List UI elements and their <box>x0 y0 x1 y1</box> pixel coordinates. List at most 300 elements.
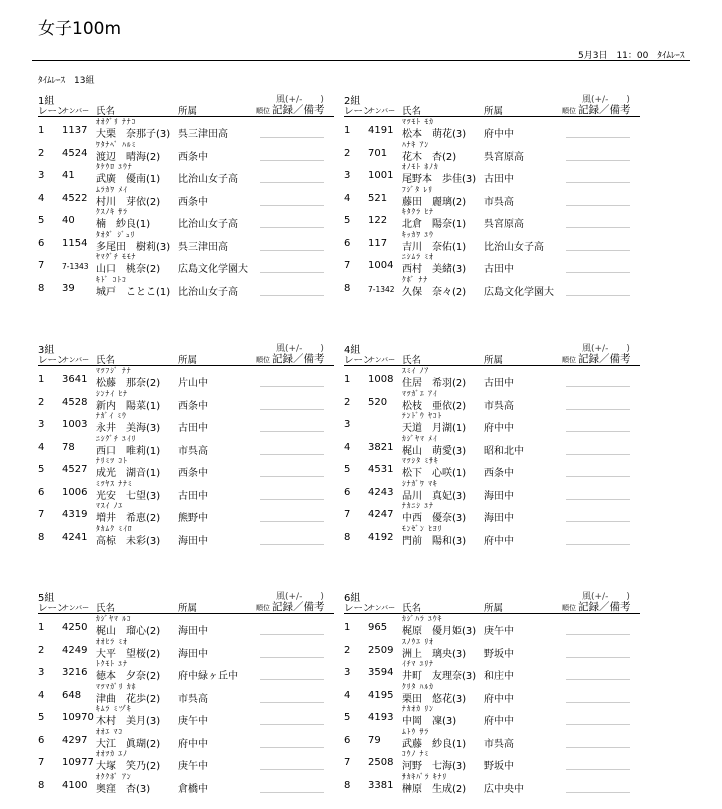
name-kana: ﾓﾝｾﾞﾝ ﾋﾖﾘ <box>402 523 443 533</box>
athlete-name: 多尾田 樹莉(3) <box>96 241 171 253</box>
header-number: ナンバー <box>368 604 396 612</box>
record-field <box>260 521 324 522</box>
lane-number: 6 <box>344 237 351 249</box>
name-kana: ﾏﾂｼﾀ ﾐｻｷ <box>402 456 439 465</box>
team-name: 古田中 <box>484 264 514 275</box>
header-rank: 順位 <box>562 107 576 115</box>
name-kana: ﾆｼﾑﾗ ﾐｵ <box>402 252 434 261</box>
record-field <box>566 657 630 658</box>
heat-name: 5組 <box>38 593 55 604</box>
record-field <box>566 295 630 296</box>
name-kana: ﾆｼｸﾞﾁ ﾕｲﾘ <box>96 433 137 443</box>
team-name: 呉三津田高 <box>178 241 228 253</box>
team-name: 比治山女子高 <box>484 241 544 253</box>
header-record: 記録／備考 <box>578 601 631 613</box>
record-field <box>566 137 630 138</box>
athlete-name: 藤田 麗璃(2) <box>402 196 467 208</box>
entry-row <box>38 614 334 637</box>
team-name: 熊野中 <box>178 513 208 524</box>
lane-number: 8 <box>38 282 45 294</box>
lane-number: 7 <box>344 509 351 520</box>
bib-number: 10970 <box>62 712 94 723</box>
team-name: 府中中 <box>178 738 208 750</box>
name-kana: ｽﾐｲ ﾉｱ <box>402 366 430 375</box>
record-field <box>260 544 324 545</box>
team-name: 西条中 <box>178 151 208 163</box>
team-name: 広島文化学園大 <box>484 286 554 298</box>
name-kana: ｲﾁﾏ ﾕﾘﾅ <box>402 659 434 668</box>
lane-number: 5 <box>344 215 351 226</box>
bib-number: 4319 <box>62 509 88 520</box>
name-kana: ﾏﾂﾌｼﾞ ﾅﾅ <box>96 366 132 375</box>
name-kana: ｸﾘﾀ ﾊﾙｶ <box>402 681 434 691</box>
record-field <box>260 386 324 387</box>
team-name: 府中中 <box>484 693 514 705</box>
bib-number: 4241 <box>62 531 88 543</box>
bib-number: 965 <box>368 622 388 633</box>
athlete-name: 西村 美緒(3) <box>402 264 467 275</box>
record-field <box>566 250 630 251</box>
record-field <box>566 521 630 522</box>
record-field <box>260 182 324 183</box>
team-name: 府中中 <box>484 129 514 140</box>
entry-row <box>38 252 334 275</box>
header-lane: レーン <box>344 355 373 366</box>
bib-number: 4250 <box>62 622 88 633</box>
athlete-name: 村川 芽依(2) <box>96 196 161 208</box>
entry-row <box>38 704 334 727</box>
name-kana: ﾀｶﾑｸ ﾐｲﾛ <box>96 523 133 533</box>
entry-row <box>344 682 640 705</box>
record-field <box>566 454 630 455</box>
lane-number: 4 <box>344 689 351 701</box>
team-name: 市呉高 <box>484 400 514 412</box>
lane-number: 1 <box>38 374 45 385</box>
entry-row <box>344 479 640 502</box>
heat-name: 1組 <box>38 96 55 107</box>
header-record: 記録／備考 <box>272 601 325 613</box>
lane-number: 3 <box>344 170 351 181</box>
wind-label: 風(+/- ) <box>582 592 630 602</box>
record-field <box>566 499 630 500</box>
name-kana: ｸﾎﾞ ﾅﾅ <box>402 274 429 284</box>
lane-number: 2 <box>344 396 351 408</box>
athlete-name: 洲上 璃央(3) <box>402 648 467 660</box>
name-kana: ｼﾅｶﾞﾜ ﾏｷ <box>402 478 438 488</box>
entry-row <box>38 207 334 230</box>
bib-number: 3216 <box>62 667 88 678</box>
name-kana: ｵﾉﾓﾄ ﾎﾉｶ <box>402 162 439 171</box>
name-kana: ｶｼﾞﾊﾗ ﾕｳｷ <box>402 614 443 623</box>
record-field <box>260 476 324 477</box>
heat-name: 2組 <box>344 96 361 107</box>
team-name: 呉宮原高 <box>484 219 524 230</box>
entry-row <box>344 185 640 208</box>
record-field <box>260 227 324 228</box>
bib-number: 4531 <box>368 464 394 475</box>
athlete-name: 松本 萌花(3) <box>402 129 467 140</box>
team-name: 海田中 <box>484 490 514 502</box>
lane-number: 7 <box>38 757 45 768</box>
lane-number: 4 <box>38 192 45 204</box>
name-kana: ｼﾝﾅｲ ﾋﾅ <box>96 388 128 398</box>
athlete-name: 増井 希恵(2) <box>96 513 161 524</box>
bib-number: 1001 <box>368 170 394 181</box>
entry-row <box>344 252 640 275</box>
record-field <box>260 702 324 703</box>
entry-row <box>38 434 334 457</box>
name-kana: ﾏﾂﾏｶﾞﾘ ｶﾎ <box>96 681 137 691</box>
athlete-name: 久保 奈々(2) <box>402 286 467 298</box>
header-number: ナンバー <box>368 107 396 115</box>
header-number: ナンバー <box>62 107 90 115</box>
athlete-name: 井町 友理奈(3) <box>402 671 477 682</box>
lane-number: 2 <box>38 644 45 656</box>
entry-row <box>38 637 334 660</box>
entry-row <box>344 162 640 185</box>
athlete-name: 松藤 那奈(2) <box>96 378 161 389</box>
athlete-name: 門前 陽和(3) <box>402 535 467 547</box>
lane-number: 1 <box>344 622 351 633</box>
team-name: 海田中 <box>178 626 208 637</box>
header-record: 記録／備考 <box>578 104 631 116</box>
bib-number: 4528 <box>62 396 88 408</box>
athlete-name: 吉川 奈佑(1) <box>402 241 467 253</box>
team-name: 西条中 <box>178 468 208 479</box>
entry-row <box>344 275 640 298</box>
name-kana: ｶｼﾞﾔﾏ ﾙｺ <box>96 614 132 623</box>
athlete-name: 住居 希羽(2) <box>402 378 467 389</box>
bib-number: 78 <box>62 441 75 453</box>
bib-number: 4192 <box>368 531 394 543</box>
lane-number: 2 <box>38 147 45 159</box>
athlete-name: 栗田 悠花(3) <box>402 693 467 705</box>
lane-number: 5 <box>38 712 45 723</box>
team-name: 野坂中 <box>484 761 514 772</box>
lane-number: 3 <box>38 170 45 181</box>
team-name: 倉橋中 <box>178 783 208 795</box>
record-field <box>566 792 630 793</box>
top-divider <box>32 60 690 61</box>
team-name: 野坂中 <box>484 648 514 660</box>
athlete-name: 品川 真妃(3) <box>402 490 467 502</box>
name-kana: ﾅｶｵｶ ﾘﾝ <box>402 704 434 713</box>
record-field <box>566 679 630 680</box>
athlete-name: 花木 杏(2) <box>402 151 457 163</box>
entry-row <box>38 772 334 795</box>
lane-number: 7 <box>38 509 45 520</box>
entry-row <box>38 501 334 524</box>
athlete-name: 武廣 優南(1) <box>96 174 161 185</box>
bib-number: 10977 <box>62 757 94 768</box>
athlete-name: 尾野本 歩佳(3) <box>402 174 477 185</box>
event-datetime: 5月3日 11：00 ﾀｲﾑﾚｰｽ <box>578 51 685 61</box>
bib-number: 3821 <box>368 441 394 453</box>
header-record: 記録／備考 <box>272 353 325 365</box>
header-team: 所属 <box>484 106 504 117</box>
record-field <box>260 295 324 296</box>
name-kana: ｽﾉｳｴ ﾘｵ <box>402 636 434 646</box>
name-kana: ﾐﾂﾔｽ ﾅﾅﾐ <box>96 478 133 488</box>
team-name: 和庄中 <box>484 671 514 682</box>
record-field <box>260 634 324 635</box>
athlete-name: 榊原 生成(2) <box>402 783 467 795</box>
name-kana: ｵｵﾂｶ ｴﾉ <box>96 749 128 758</box>
entry-row <box>38 162 334 185</box>
team-name: 庚午中 <box>178 716 208 727</box>
name-kana: ﾅｶﾆｼ ﾕﾅ <box>402 501 434 510</box>
record-field <box>566 724 630 725</box>
athlete-name: 高椋 未彩(3) <box>96 535 161 547</box>
lane-number: 6 <box>344 734 351 746</box>
athlete-name: 成光 湖音(1) <box>96 468 161 479</box>
record-field <box>566 205 630 206</box>
header-name: 氏名 <box>96 603 116 614</box>
lane-number: 8 <box>344 531 351 543</box>
record-field <box>260 160 324 161</box>
record-field <box>566 431 630 432</box>
record-field <box>566 634 630 635</box>
name-kana: ﾑﾄｳ ｻﾗ <box>402 726 430 736</box>
athlete-name: 徳本 夕奈(2) <box>96 671 161 682</box>
entry-row <box>344 434 640 457</box>
team-name: 片山中 <box>178 378 208 389</box>
bib-number: 4100 <box>62 779 88 791</box>
wind-label: 風(+/- ) <box>582 344 630 354</box>
name-kana: ﾅﾘﾐﾂ ｺﾄ <box>96 456 128 465</box>
entry-row <box>38 140 334 163</box>
record-field <box>566 409 630 410</box>
athlete-name: 大塚 笑乃(2) <box>96 761 161 772</box>
lane-number: 8 <box>344 779 351 791</box>
header-team: 所属 <box>484 603 504 614</box>
record-field <box>260 724 324 725</box>
lane-number: 4 <box>38 441 45 453</box>
record-field <box>566 544 630 545</box>
lane-number: 8 <box>344 282 351 294</box>
team-name: 古田中 <box>178 490 208 502</box>
team-name: 市呉高 <box>484 738 514 750</box>
lane-number: 6 <box>38 486 45 498</box>
team-name: 西条中 <box>484 468 514 479</box>
entry-row <box>38 389 334 412</box>
lane-number: 2 <box>344 644 351 656</box>
entry-row <box>38 275 334 298</box>
name-kana: ﾄｸﾓﾄ ﾕﾅ <box>96 659 128 668</box>
athlete-name: 松枝 亜依(2) <box>402 400 467 412</box>
team-name: 比治山女子高 <box>178 174 238 185</box>
bib-number: 3594 <box>368 667 394 678</box>
entry-row <box>344 140 640 163</box>
bib-number: 39 <box>62 282 75 294</box>
entry-row <box>344 117 640 140</box>
team-name: 市呉高 <box>484 196 514 208</box>
lane-number: 1 <box>38 125 45 136</box>
bib-number: 4522 <box>62 192 88 204</box>
entry-row <box>38 366 334 389</box>
name-kana: ｻｶｷﾊﾞﾗ ｷﾅﾘ <box>402 771 448 781</box>
entry-row <box>344 456 640 479</box>
athlete-name: 天道 月湖(1) <box>402 423 467 434</box>
team-name: 庚午中 <box>484 626 514 637</box>
lane-number: 5 <box>344 712 351 723</box>
bib-number: 648 <box>62 689 82 701</box>
heat-name: 3組 <box>38 345 55 356</box>
header-lane: レーン <box>344 603 373 614</box>
wind-label: 風(+/- ) <box>276 592 324 602</box>
wind-label: 風(+/- ) <box>582 95 630 105</box>
header-name: 氏名 <box>402 603 422 614</box>
bib-number: 3381 <box>368 779 394 791</box>
lane-number: 5 <box>38 215 45 226</box>
team-name: 海田中 <box>484 513 514 524</box>
team-name: 西条中 <box>178 196 208 208</box>
athlete-name: 渡辺 晴海(2) <box>96 151 161 163</box>
entry-row <box>344 524 640 547</box>
bib-number: 4527 <box>62 464 88 475</box>
heat-name: 6組 <box>344 593 361 604</box>
athlete-name: 松下 心咲(1) <box>402 468 467 479</box>
name-kana: ｵｸｸﾎﾞ ｱﾝ <box>96 771 132 781</box>
team-name: 海田中 <box>178 648 208 660</box>
team-name: 古田中 <box>178 423 208 434</box>
entry-row <box>38 727 334 750</box>
athlete-name: 武藤 紗良(1) <box>402 738 467 750</box>
athlete-name: 大平 望桜(2) <box>96 648 161 660</box>
lane-number: 3 <box>344 667 351 678</box>
bib-number: 1154 <box>62 237 88 249</box>
entry-row <box>38 456 334 479</box>
header-lane: レーン <box>38 603 67 614</box>
record-field <box>260 137 324 138</box>
name-kana: ｵｵｴ ﾏｺ <box>96 726 124 736</box>
team-name: 府中中 <box>484 716 514 727</box>
bib-number: 4195 <box>368 689 394 701</box>
team-name: 比治山女子高 <box>178 219 238 230</box>
lane-number: 2 <box>38 396 45 408</box>
record-field <box>260 499 324 500</box>
athlete-name: 新内 陽菜(1) <box>96 400 161 412</box>
athlete-name: 梶山 萌愛(3) <box>402 445 467 457</box>
team-name: 海田中 <box>178 535 208 547</box>
entry-row <box>344 389 640 412</box>
team-name: 府中緑ヶ丘中 <box>178 671 238 682</box>
header-number: ナンバー <box>368 356 396 364</box>
name-kana: ｵｵﾋﾗ ﾐｵ <box>96 636 128 646</box>
team-name: 広島文化学園大 <box>178 264 248 275</box>
athlete-name: 津曲 花歩(2) <box>96 693 161 705</box>
name-kana: ﾀｵﾀﾞ ｼﾞｭﾘ <box>96 229 136 239</box>
lane-number: 4 <box>38 689 45 701</box>
column-header <box>344 352 640 364</box>
entry-row <box>344 727 640 750</box>
entry-row <box>344 614 640 637</box>
name-kana: ﾏｽｲ ﾉｴ <box>96 501 124 510</box>
column-header <box>38 600 334 612</box>
entry-row <box>344 207 640 230</box>
team-name: 比治山女子高 <box>178 286 238 298</box>
lane-number: 8 <box>38 531 45 543</box>
lane-number: 7 <box>38 260 45 271</box>
header-number: ナンバー <box>62 604 90 612</box>
race-label: ﾀｲﾑﾚｰｽ 13組 <box>38 76 95 86</box>
header-team: 所属 <box>484 355 504 366</box>
heat-group <box>38 341 334 561</box>
entry-row <box>344 637 640 660</box>
team-name: 西条中 <box>178 400 208 412</box>
record-field <box>566 182 630 183</box>
team-name: 府中中 <box>484 423 514 434</box>
athlete-name: 楠 紗良(1) <box>96 219 151 230</box>
record-field <box>566 386 630 387</box>
athlete-name: 木村 美月(3) <box>96 716 161 727</box>
entry-row <box>38 682 334 705</box>
heat-name: 4組 <box>344 345 361 356</box>
header-rank: 順位 <box>256 356 270 364</box>
record-field <box>260 409 324 410</box>
athlete-name: 山口 桃奈(2) <box>96 264 161 275</box>
team-name: 市呉高 <box>178 693 208 705</box>
name-kana: ﾔﾏｸﾞﾁ ﾓﾓﾅ <box>96 252 137 261</box>
entry-row <box>344 772 640 795</box>
athlete-name: 中西 優奈(3) <box>402 513 467 524</box>
record-field <box>260 792 324 793</box>
record-field <box>260 272 324 273</box>
lane-number: 4 <box>344 192 351 204</box>
record-field <box>260 747 324 748</box>
name-kana: ｷﾄﾞ ｺﾄｺ <box>96 274 127 284</box>
name-kana: ﾜﾀﾅﾍﾞ ﾊﾙﾐ <box>96 139 137 149</box>
bib-number: 4191 <box>368 125 394 136</box>
lane-number: 6 <box>38 734 45 746</box>
entry-row <box>38 479 334 502</box>
lane-number: 1 <box>38 622 45 633</box>
name-kana: ﾃﾝﾄﾞｳ ﾔｺﾄ <box>402 411 443 420</box>
team-name: 庚午中 <box>178 761 208 772</box>
wind-label: 風(+/- ) <box>276 344 324 354</box>
bib-number: 4247 <box>368 509 394 520</box>
header-rank: 順位 <box>562 356 576 364</box>
record-field <box>566 272 630 273</box>
header-lane: レーン <box>38 106 67 117</box>
bib-number: 122 <box>368 215 388 226</box>
lane-number: 3 <box>38 667 45 678</box>
entry-row <box>344 366 640 389</box>
lane-number: 3 <box>344 419 351 430</box>
entry-row <box>344 230 640 253</box>
bib-number: 40 <box>62 215 75 226</box>
bib-number: 4193 <box>368 712 394 723</box>
column-header <box>344 600 640 612</box>
entry-row <box>38 524 334 547</box>
lane-number: 7 <box>344 260 351 271</box>
name-kana: ｵｵｸﾞﾘ ﾅﾅｺ <box>96 117 137 126</box>
record-field <box>260 679 324 680</box>
bib-number: 520 <box>368 396 388 408</box>
team-name: 昭和北中 <box>484 445 524 457</box>
team-name: 呉宮原高 <box>484 151 524 163</box>
name-kana: ｸｽﾉｷ ｻﾗ <box>96 207 128 216</box>
athlete-name: 河野 七海(3) <box>402 761 467 772</box>
name-kana: ｷﾀｸﾗ ﾋﾅ <box>402 207 434 216</box>
header-team: 所属 <box>178 355 198 366</box>
name-kana: ﾀｹｳﾛ ﾕｳﾅ <box>96 162 133 171</box>
entry-row <box>38 230 334 253</box>
athlete-name: 城戸 ことこ(1) <box>96 286 171 298</box>
record-field <box>260 657 324 658</box>
entry-row <box>344 501 640 524</box>
bib-number: 1008 <box>368 374 394 385</box>
